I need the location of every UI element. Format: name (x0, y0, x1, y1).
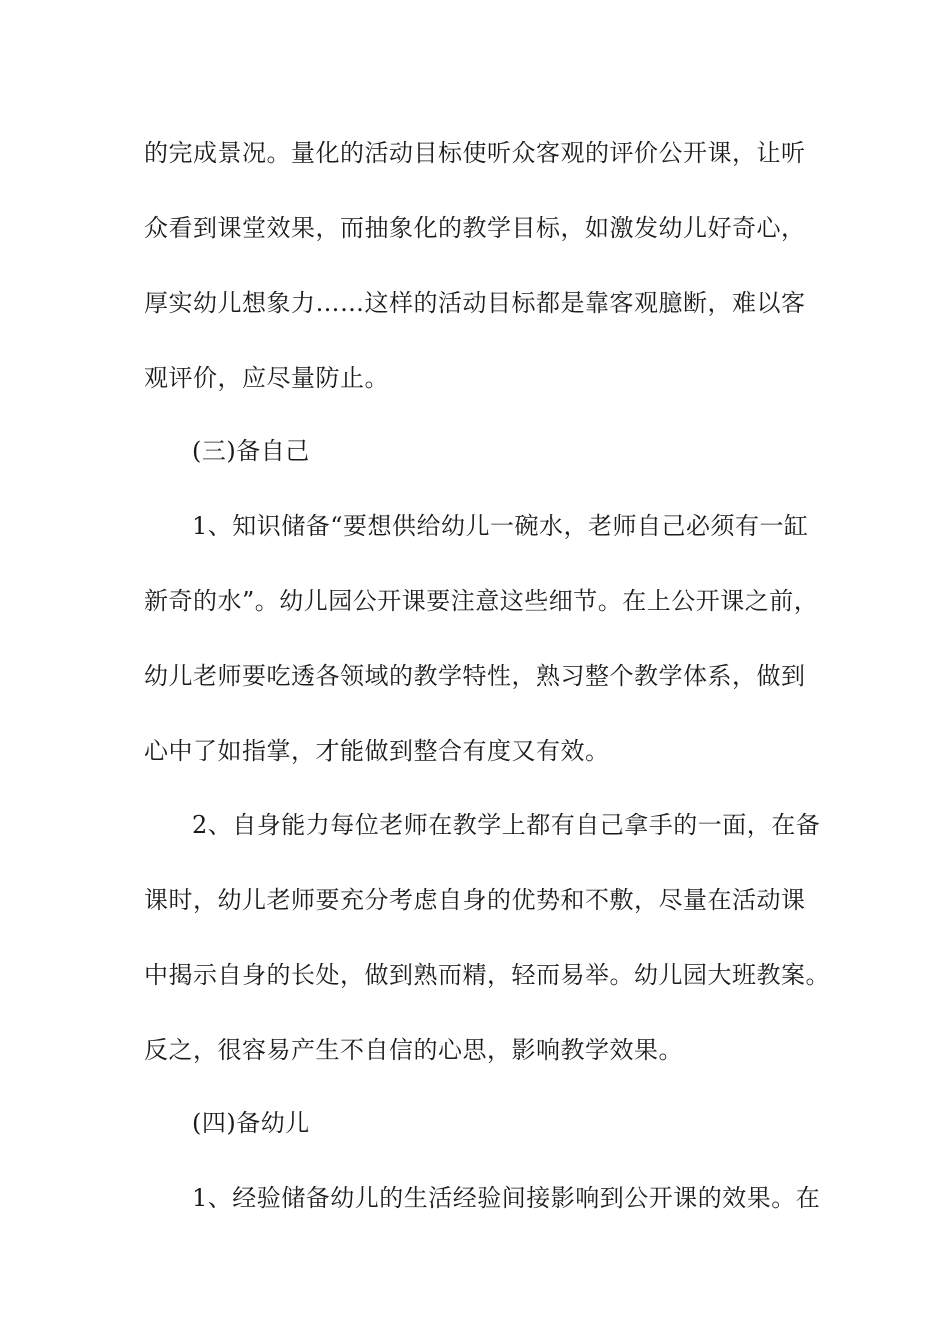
paragraph-line: 心中了如指掌，才能做到整合有度又有效。 (144, 737, 610, 765)
section-heading: (四)备幼儿 (192, 1109, 310, 1137)
paragraph-line: 众看到课堂效果，而抽象化的教学目标，如激发幼儿好奇心， (144, 214, 806, 242)
paragraph-line: 1、知识储备“要想供给幼儿一碗水，老师自己必须有一缸 (192, 512, 809, 540)
section-heading: (三)备自己 (192, 437, 310, 465)
paragraph-line: 观评价，应尽量防止。 (144, 364, 389, 392)
paragraph-line: 的完成景况。量化的活动目标使听众客观的评价公开课，让听 (144, 139, 806, 167)
paragraph-line: 2、自身能力每位老师在教学上都有自己拿手的一面，在备 (192, 811, 821, 839)
paragraph-line: 新奇的水”。幼儿园公开课要注意这些细节。在上公开课之前， (144, 587, 819, 615)
paragraph-line: 幼儿老师要吃透各领域的教学特性，熟习整个教学体系，做到 (144, 662, 806, 690)
paragraph-line: 1、经验储备幼儿的生活经验间接影响到公开课的效果。在 (192, 1184, 821, 1212)
paragraph-line: 中揭示自身的长处，做到熟而精，轻而易举。幼儿园大班教案。 (144, 961, 830, 989)
paragraph-line: 厚实幼儿想象力……这样的活动目标都是靠客观臆断，难以客 (144, 289, 806, 317)
paragraph-line: 反之，很容易产生不自信的心思，影响教学效果。 (144, 1036, 683, 1064)
paragraph-line: 课时，幼儿老师要充分考虑自身的优势和不敷，尽量在活动课 (144, 886, 806, 914)
